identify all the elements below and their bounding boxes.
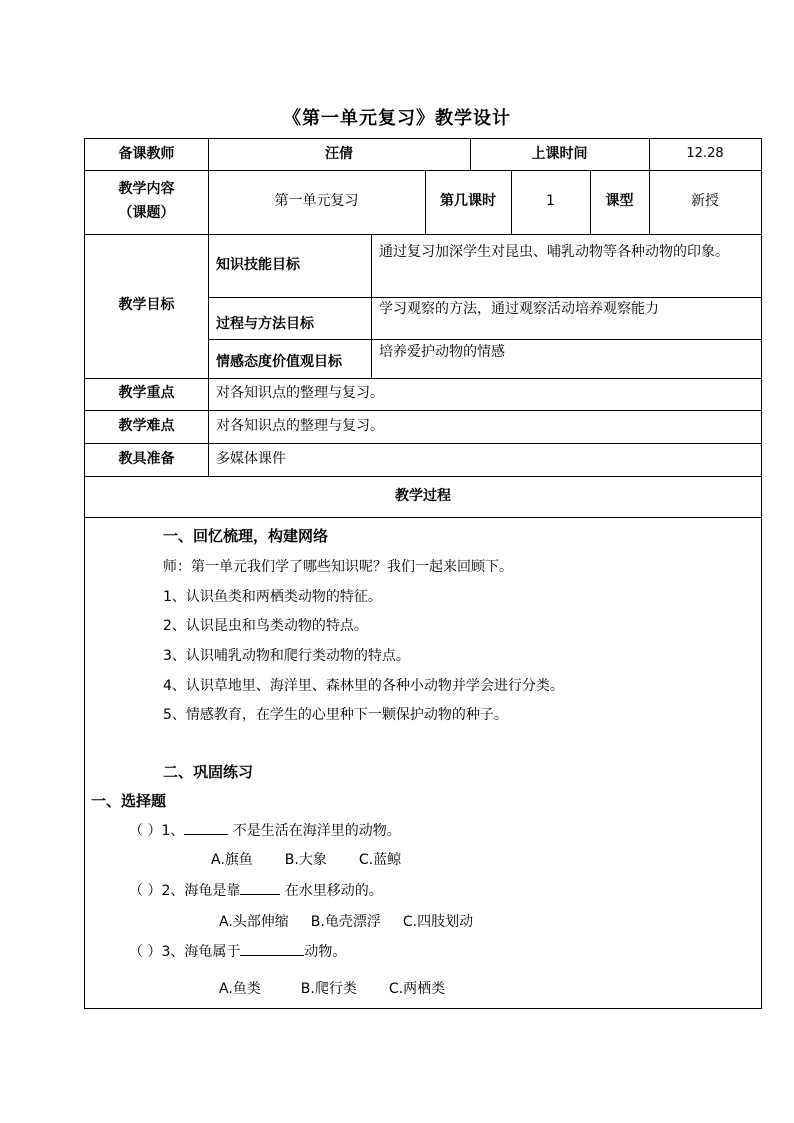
- goal-emotion-text: 培养爱护动物的情感: [379, 344, 505, 360]
- materials-label: 教具准备: [118, 450, 175, 467]
- topic-value: 第一单元复习: [274, 193, 359, 210]
- answer-blank[interactable]: [184, 822, 228, 835]
- option-b: B.龟壳漂浮: [310, 914, 381, 930]
- option-b: B.大象: [284, 852, 327, 868]
- content-label-line2: （课题）: [118, 205, 175, 221]
- question-3: [129, 941, 346, 961]
- question-2-text: 在水里移动的。: [280, 883, 383, 899]
- content-label-line1: 教学内容: [118, 181, 175, 198]
- materials-text: 多媒体课件: [216, 450, 286, 467]
- lesson-no-value: 1: [546, 193, 555, 210]
- question-3-prefix: （ ）3、海龟属于: [129, 944, 241, 960]
- option-b: B.爬行类: [300, 981, 357, 997]
- process-intro: 师：第一单元我们学了哪些知识呢？我们一起来回顾下。: [163, 559, 513, 575]
- answer-blank[interactable]: [240, 943, 304, 956]
- type-value: 新授: [691, 193, 719, 210]
- question-1-options: [211, 849, 401, 869]
- question-2: [129, 880, 383, 900]
- class-time-value: 12.28: [686, 146, 724, 162]
- review-item: 3、认识哺乳动物和爬行类动物的特点。: [163, 648, 410, 664]
- question-1-text: 不是生活在海洋里的动物。: [228, 823, 401, 839]
- class-time-label: 上课时间: [531, 145, 588, 162]
- section2-title: 二、巩固练习: [163, 763, 254, 781]
- goals-label: 教学目标: [118, 297, 175, 314]
- key-point-label: 教学重点: [118, 385, 175, 402]
- option-a: A.鱼类: [219, 981, 261, 997]
- goal-knowledge-label: 知识技能目标: [216, 256, 300, 273]
- option-c: C.蓝鲸: [358, 852, 402, 868]
- question-3-text: 动物。: [304, 944, 347, 960]
- document-title: 《第一单元复习》教学设计: [283, 108, 511, 129]
- teacher-label: 备课教师: [118, 145, 175, 162]
- question-1-prefix: （ ）1、: [129, 823, 185, 839]
- process-heading: 教学过程: [395, 487, 451, 504]
- difficult-point-label: 教学难点: [118, 417, 175, 434]
- section1-title: 一、回忆梳理，构建网络: [163, 527, 329, 545]
- type-label: 课型: [605, 193, 634, 210]
- review-item: 5、情感教育，在学生的心里种下一颗保护动物的种子。: [163, 707, 508, 723]
- option-a: A.头部伸缩: [219, 914, 289, 930]
- exercise-title: 一、选择题: [91, 792, 167, 810]
- question-3-options: [219, 978, 445, 998]
- key-point-text: 对各知识点的整理与复习。: [216, 385, 384, 402]
- answer-blank[interactable]: [240, 882, 280, 895]
- goal-knowledge-text: 通过复习加深学生对昆虫、哺乳动物等各种动物的印象。: [379, 244, 729, 260]
- lesson-plan-table: [84, 138, 762, 1009]
- teacher-name: 汪倩: [325, 145, 353, 162]
- difficult-point-text: 对各知识点的整理与复习。: [216, 417, 384, 434]
- review-item: 1、认识鱼类和两栖类动物的特征。: [163, 589, 382, 605]
- review-item: 4、认识草地里、海洋里、森林里的各种小动物并学会进行分类。: [163, 678, 564, 694]
- goal-emotion-label: 情感态度价值观目标: [216, 353, 342, 370]
- goal-process-text: 学习观察的方法，通过观察活动培养观察能力: [379, 301, 659, 317]
- option-a: A.旗鱼: [211, 852, 253, 868]
- question-2-prefix: （ ）2、海龟是靠: [129, 883, 241, 899]
- lesson-no-label: 第几课时: [440, 193, 496, 210]
- goal-process-label: 过程与方法目标: [216, 316, 314, 333]
- option-c: C.四肢划动: [402, 914, 474, 930]
- content-label: [85, 170, 208, 234]
- review-item: 2、认识昆虫和鸟类动物的特点。: [163, 618, 368, 634]
- question-1: [129, 820, 401, 840]
- question-2-options: [219, 911, 473, 931]
- option-c: C.两栖类: [388, 981, 446, 997]
